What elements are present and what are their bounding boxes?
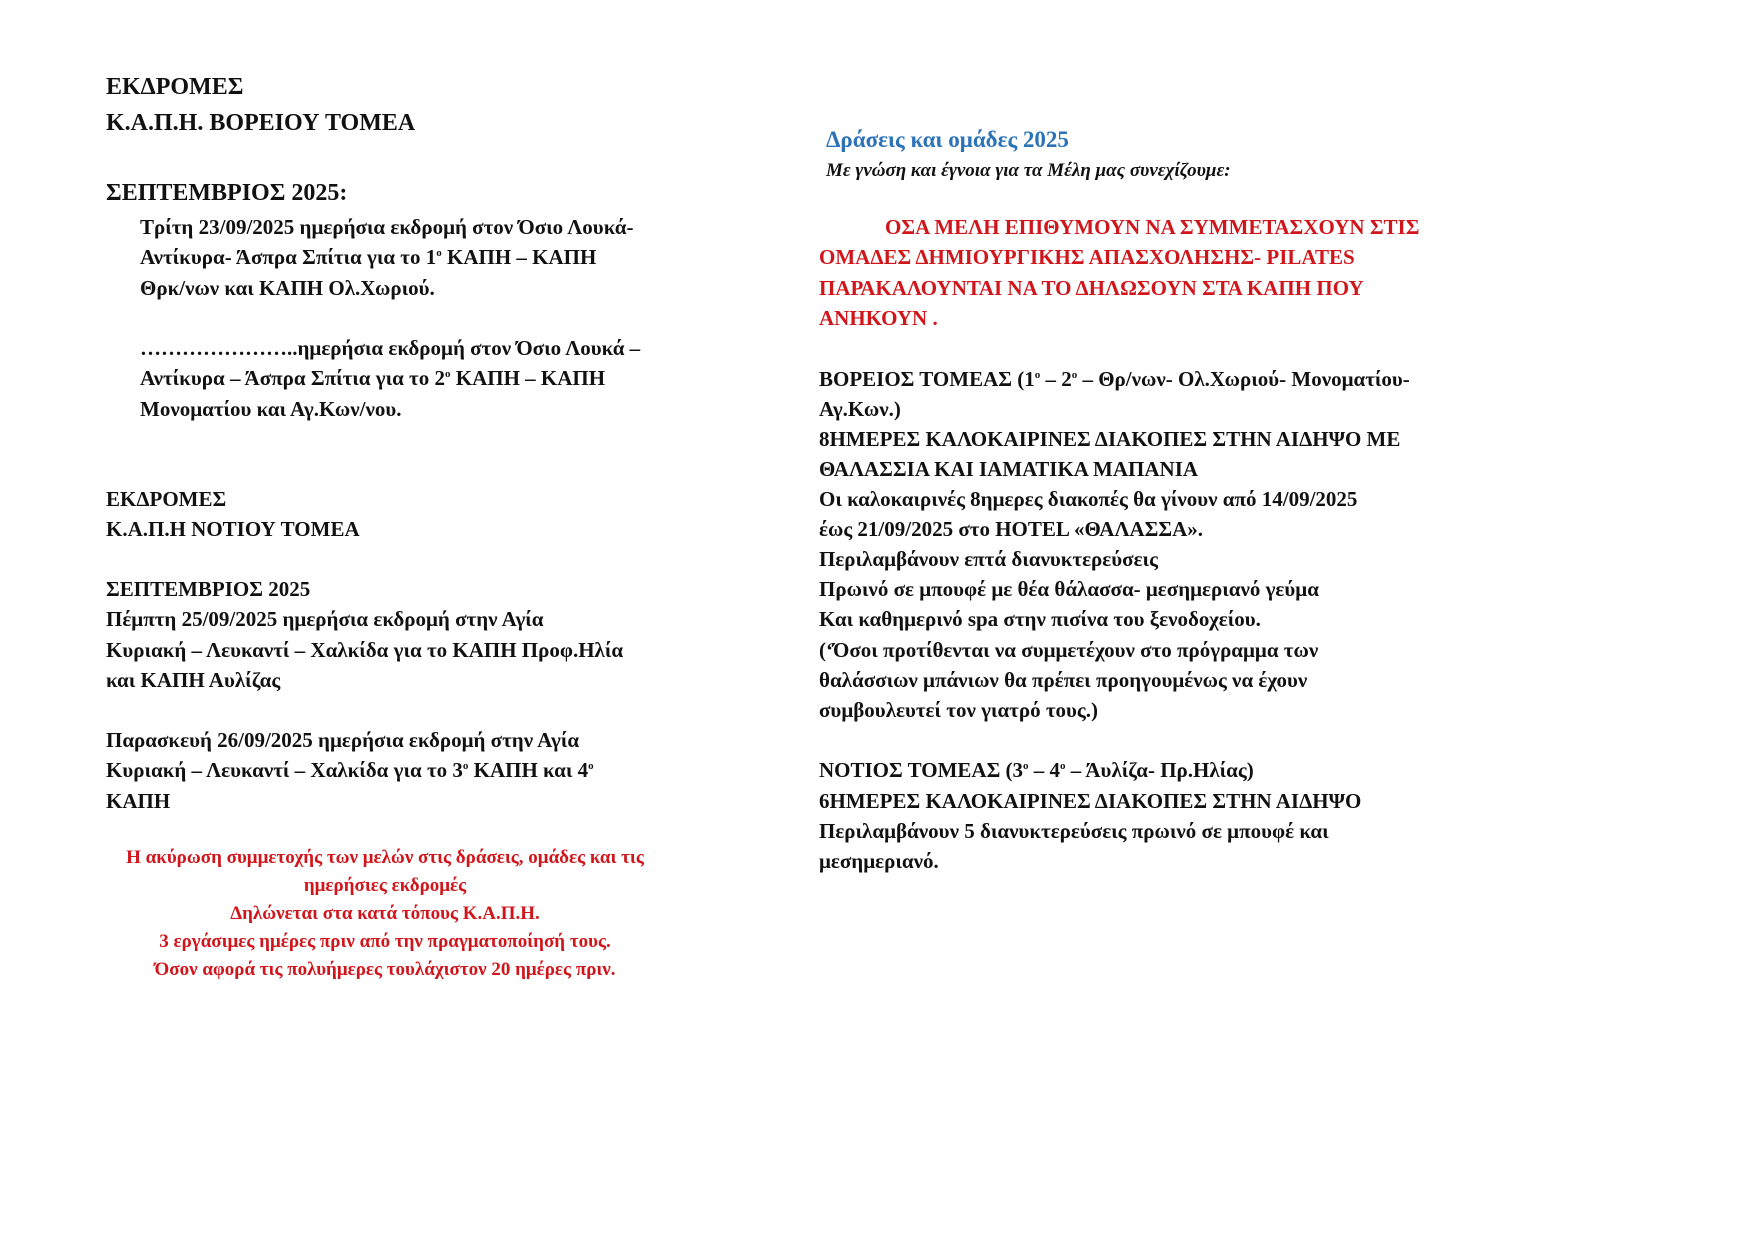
north-trip1-line1: Τρίτη 23/09/2025 ημερήσια εκδρομή στον Όσιο Λουκά- bbox=[140, 215, 634, 239]
north-sector-line: 8ΗΜΕΡΕΣ ΚΑΛΟΚΑΙΡΙΝΕΣ ΔΙΑΚΟΠΕΣ ΣΤΗΝ ΑΙΔΗΨΟ ΜΕ bbox=[819, 427, 1401, 451]
south-sector-line: 6ΗΜΕΡΕΣ ΚΑΛΟΚΑΙΡΙΝΕΣ ΔΙΑΚΟΠΕΣ ΣΤΗΝ ΑΙΔΗΨΟ bbox=[819, 789, 1362, 813]
north-sector-line: Περιλαμβάνουν επτά διανυκτερεύσεις bbox=[819, 547, 1158, 571]
groups-notice-line2: ΟΜΑΔΕΣ ΔΗΜΙΟΥΡΓΙΚΗΣ ΑΠΑΣΧΟΛΗΣΗΣ- PILATES bbox=[819, 245, 1355, 269]
groups-notice-line1: ΟΣΑ ΜΕΛΗ ΕΠΙΘΥΜΟΥΝ ΝΑ ΣΥΜΜΕΤΑΣΧΟΥΝ ΣΤΙΣ bbox=[885, 215, 1420, 239]
groups-notice-line3: ΠΑΡΑΚΑΛΟΥΝΤΑΙ ΝΑ ΤΟ ΔΗΛΩΣΟΥΝ ΣΤΑ ΚΑΠΗ ΠΟΥ bbox=[819, 276, 1364, 300]
south-trip1-line3: και ΚΑΠΗ Αυλίζας bbox=[106, 668, 281, 692]
cancel-notice-line3: Δηλώνεται στα κατά τόπους Κ.Α.Π.Η. bbox=[230, 903, 540, 924]
south-sector-line: μεσημεριανό. bbox=[819, 849, 939, 873]
groups-notice-line4: ΑΝΗΚΟΥΝ . bbox=[819, 306, 938, 330]
cancel-notice-line2: ημερήσιες εκδρομές bbox=[303, 875, 467, 896]
north-trip2-line3: Μονοματίου και Αγ.Κων/νου. bbox=[140, 397, 402, 421]
north-sector-line: έως 21/09/2025 στο HOTEL «ΘΑΛΑΣΣΑ». bbox=[819, 517, 1204, 541]
south-trip2-line3: ΚΑΠΗ bbox=[106, 789, 171, 813]
cancel-notice-line1: Η ακύρωση συμμετοχής των μελών στις δράσεις, ομάδες και τις bbox=[126, 847, 644, 868]
south-trip1-line2: Κυριακή – Λευκαντί – Χαλκίδα για το ΚΑΠΗ Προφ.Ηλία bbox=[106, 638, 624, 662]
north-sector-line: Οι καλοκαιρινές 8ημερες διακοπές θα γίνουν από 14/09/2025 bbox=[819, 487, 1358, 511]
south-sector-line: Περιλαμβάνουν 5 διανυκτερεύσεις πρωινό σε μπουφέ και bbox=[819, 819, 1329, 843]
south-trip1-line1: Πέμπτη 25/09/2025 ημερήσια εκδρομή στην Αγία bbox=[106, 607, 544, 631]
north-month-heading: ΣΕΠΤΕΜΒΡΙΟΣ 2025: bbox=[106, 180, 348, 206]
north-trip1-line2: Αντίκυρα- Άσπρα Σπίτια για το $1^o$ ΚΑΠΗ – ΚΑΠΗ bbox=[140, 245, 597, 269]
north-sector-heading: ΒΟΡΕΙΟΣ ΤΟΜΕΑΣ ($1^o - 2^o - \Theta\rho/\nu\omega\nu-$ Ολ.Χωριού- Μονοματίου- bbox=[819, 367, 1410, 391]
south-excursions-heading: ΕΚΔΡΟΜΕΣ bbox=[106, 487, 227, 511]
north-sector-line: συμβουλευτεί τον γιατρό τους.) bbox=[819, 698, 1099, 722]
north-sector-line: (‘Όσοι προτίθενται να συμμετέχουν στο πρόγραμμα των bbox=[819, 638, 1319, 662]
cancel-notice-line4: 3 εργάσιμες ημέρες πριν από την πραγματοποίησή τους. bbox=[159, 931, 611, 952]
activities-subtitle: Με γνώση και έγνοια για τα Μέλη μας συνεχίζουμε: bbox=[826, 160, 1231, 181]
cancel-notice-line5: Όσον αφορά τις πολυήμερες τουλάχιστον 20 ημέρες πριν. bbox=[154, 959, 616, 980]
south-trip2-line1: Παρασκευή 26/09/2025 ημερήσια εκδρομή στην Αγία bbox=[106, 728, 580, 752]
north-sector-line: θαλάσσιων μπάνιων θα πρέπει προηγουμένως να έχουν bbox=[819, 668, 1308, 692]
south-kapi-heading: Κ.Α.Π.Η ΝΟΤΙΟΥ ΤΟΜΕΑ bbox=[106, 517, 360, 541]
north-trip1-line3: Θρκ/νων και ΚΑΠΗ Ολ.Χωριού. bbox=[140, 276, 435, 300]
north-sector-line: ΘΑΛΑΣΣΙΑ ΚΑΙ ΙΑΜΑΤΙΚΑ ΜΑΠΑΝΙΑ bbox=[819, 457, 1199, 481]
north-trip2-line1: …………………..ημερήσια εκδρομή στον Όσιο Λουκά – bbox=[140, 336, 641, 360]
south-month-heading: ΣΕΠΤΕΜΒΡΙΟΣ 2025 bbox=[106, 577, 311, 601]
north-trip2-line2: Αντίκυρα – Άσπρα Σπίτια για το $2^o$ ΚΑΠΗ – ΚΑΠΗ bbox=[140, 366, 606, 390]
north-kapi-heading: Κ.Α.Π.Η. ΒΟΡΕΙΟΥ ΤΟΜΕΑ bbox=[106, 110, 416, 136]
north-sector-line: Πρωινό σε μπουφέ με θέα θάλασσα- μεσημεριανό γεύμα bbox=[819, 577, 1319, 601]
north-sector-line: Αγ.Κων.) bbox=[819, 397, 901, 421]
south-sector-heading: ΝΟΤΙΟΣ ΤΟΜΕΑΣ ($3^o - 4^o - Ά\upsilon\lambda ί\zeta\alpha-$ Πρ.Ηλίας) bbox=[819, 758, 1254, 782]
activities-title: Δράσεις και ομάδες 2025 bbox=[826, 127, 1069, 152]
north-excursions-heading: ΕΚΔΡΟΜΕΣ bbox=[106, 74, 244, 100]
north-sector-line: Και καθημερινό spa στην πισίνα του ξενοδοχείου. bbox=[819, 607, 1261, 631]
south-trip2-line2: Κυριακή – Λευκαντί – Χαλκίδα για το $3^o$ ΚΑΠΗ και $4^o$ bbox=[106, 758, 594, 782]
